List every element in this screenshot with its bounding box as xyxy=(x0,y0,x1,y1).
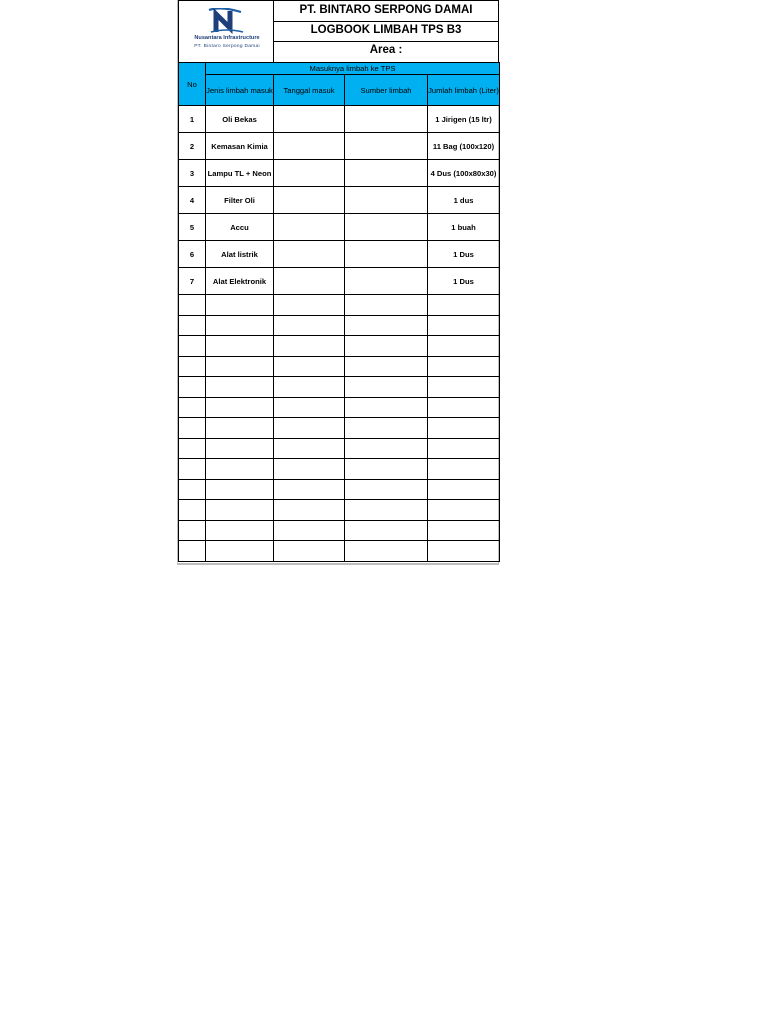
cell-no: 6 xyxy=(179,241,206,268)
empty-cell-jenis[interactable] xyxy=(206,397,274,418)
empty-cell-sumber[interactable] xyxy=(345,336,428,357)
empty-cell-tanggal[interactable] xyxy=(274,377,345,398)
cell-jumlah: 1 Dus xyxy=(428,268,500,295)
empty-row xyxy=(179,479,500,500)
title-divider xyxy=(274,41,498,42)
logo-name: Nusantara Infrastructure xyxy=(194,35,260,41)
table-body xyxy=(179,106,500,562)
waste-log-table xyxy=(178,62,500,562)
empty-cell-sumber[interactable] xyxy=(345,397,428,418)
cell-no: 2 xyxy=(179,133,206,160)
empty-cell-jumlah[interactable] xyxy=(428,356,500,377)
empty-cell-tanggal[interactable] xyxy=(274,479,345,500)
cell-jumlah: 11 Bag (100x120) xyxy=(428,133,500,160)
cell-jumlah: 4 Dus (100x80x30) xyxy=(428,160,500,187)
nusantara-logo-icon xyxy=(207,8,247,34)
empty-cell-tanggal[interactable] xyxy=(274,295,345,316)
empty-cell-jumlah[interactable] xyxy=(428,295,500,316)
cell-sumber[interactable] xyxy=(345,133,428,160)
cell-no: 1 xyxy=(179,106,206,133)
table-row xyxy=(179,241,500,268)
cell-tanggal[interactable] xyxy=(274,241,345,268)
column-header-jumlah: Jumlah limbah (Liter) xyxy=(428,75,500,106)
table-row xyxy=(179,187,500,214)
empty-row xyxy=(179,500,500,521)
cell-tanggal[interactable] xyxy=(274,160,345,187)
empty-cell-tanggal[interactable] xyxy=(274,356,345,377)
empty-cell-jumlah[interactable] xyxy=(428,541,500,562)
empty-cell-jenis[interactable] xyxy=(206,418,274,439)
empty-row xyxy=(179,295,500,316)
cell-sumber[interactable] xyxy=(345,106,428,133)
table-row xyxy=(179,133,500,160)
empty-cell-no[interactable] xyxy=(179,295,206,316)
empty-cell-jumlah[interactable] xyxy=(428,377,500,398)
company-logo xyxy=(178,0,274,62)
empty-cell-jumlah[interactable] xyxy=(428,397,500,418)
empty-row xyxy=(179,397,500,418)
cell-tanggal[interactable] xyxy=(274,214,345,241)
empty-cell-no[interactable] xyxy=(179,520,206,541)
empty-cell-tanggal[interactable] xyxy=(274,438,345,459)
cell-jenis: Filter Oli xyxy=(206,187,274,214)
empty-cell-sumber[interactable] xyxy=(345,356,428,377)
cell-no: 5 xyxy=(179,214,206,241)
cell-jenis: Accu xyxy=(206,214,274,241)
table-row xyxy=(179,106,500,133)
empty-cell-jumlah[interactable] xyxy=(428,459,500,480)
empty-cell-jumlah[interactable] xyxy=(428,500,500,521)
empty-cell-sumber[interactable] xyxy=(345,418,428,439)
empty-cell-jumlah[interactable] xyxy=(428,315,500,336)
cell-no: 3 xyxy=(179,160,206,187)
table-row xyxy=(179,268,500,295)
company-name: PT. BINTARO SERPONG DAMAI xyxy=(299,4,473,16)
title-divider xyxy=(274,21,498,22)
empty-row xyxy=(179,315,500,336)
empty-cell-sumber[interactable] xyxy=(345,377,428,398)
empty-cell-jumlah[interactable] xyxy=(428,479,500,500)
empty-cell-no[interactable] xyxy=(179,500,206,521)
cell-sumber[interactable] xyxy=(345,214,428,241)
cell-no: 4 xyxy=(179,187,206,214)
empty-cell-no[interactable] xyxy=(179,377,206,398)
column-header-jenis: Jenis limbah masuk xyxy=(206,75,274,106)
cell-tanggal[interactable] xyxy=(274,133,345,160)
column-header-sumber: Sumber limbah xyxy=(345,75,428,106)
empty-cell-sumber[interactable] xyxy=(345,295,428,316)
cell-jumlah: 1 buah xyxy=(428,214,500,241)
empty-cell-tanggal[interactable] xyxy=(274,397,345,418)
logo-subtitle: PT. Bintaro Serpong Damai xyxy=(194,44,260,49)
cell-tanggal[interactable] xyxy=(274,106,345,133)
cell-jenis: Alat Elektronik xyxy=(206,268,274,295)
table-row xyxy=(179,160,500,187)
empty-cell-tanggal[interactable] xyxy=(274,418,345,439)
empty-row xyxy=(179,418,500,439)
empty-cell-no[interactable] xyxy=(179,438,206,459)
cell-jumlah: 1 dus xyxy=(428,187,500,214)
cell-jumlah: 1 Dus xyxy=(428,241,500,268)
group-header: Masuknya limbah ke TPS xyxy=(206,63,500,75)
empty-cell-jenis[interactable] xyxy=(206,295,274,316)
table-row xyxy=(179,214,500,241)
empty-cell-sumber[interactable] xyxy=(345,541,428,562)
empty-cell-sumber[interactable] xyxy=(345,459,428,480)
empty-cell-jenis[interactable] xyxy=(206,315,274,336)
empty-cell-jumlah[interactable] xyxy=(428,418,500,439)
empty-cell-jenis[interactable] xyxy=(206,438,274,459)
empty-cell-no[interactable] xyxy=(179,418,206,439)
empty-cell-jumlah[interactable] xyxy=(428,336,500,357)
empty-cell-jenis[interactable] xyxy=(206,500,274,521)
cell-jenis: Kemasan Kimia xyxy=(206,133,274,160)
empty-cell-sumber[interactable] xyxy=(345,520,428,541)
empty-cell-sumber[interactable] xyxy=(345,479,428,500)
empty-cell-no[interactable] xyxy=(179,356,206,377)
empty-cell-jenis[interactable] xyxy=(206,377,274,398)
empty-cell-no[interactable] xyxy=(179,541,206,562)
empty-cell-tanggal[interactable] xyxy=(274,520,345,541)
empty-cell-tanggal[interactable] xyxy=(274,541,345,562)
logbook-header xyxy=(178,0,499,62)
empty-cell-jenis[interactable] xyxy=(206,520,274,541)
column-header-no: No xyxy=(179,63,206,106)
empty-cell-no[interactable] xyxy=(179,336,206,357)
empty-row xyxy=(179,438,500,459)
empty-row xyxy=(179,336,500,357)
empty-row xyxy=(179,356,500,377)
empty-cell-jenis[interactable] xyxy=(206,356,274,377)
column-header-tanggal: Tanggal masuk xyxy=(274,75,345,106)
cell-jenis: Lampu TL + Neon xyxy=(206,160,274,187)
empty-row xyxy=(179,377,500,398)
empty-row xyxy=(179,520,500,541)
empty-cell-jumlah[interactable] xyxy=(428,520,500,541)
cell-sumber[interactable] xyxy=(345,160,428,187)
cell-jenis: Alat listrik xyxy=(206,241,274,268)
cell-tanggal[interactable] xyxy=(274,187,345,214)
cell-jenis: Oli Bekas xyxy=(206,106,274,133)
empty-cell-no[interactable] xyxy=(179,315,206,336)
logbook-title: LOGBOOK LIMBAH TPS B3 xyxy=(310,24,462,36)
empty-cell-jenis[interactable] xyxy=(206,459,274,480)
logbook-sheet xyxy=(177,0,499,565)
cell-sumber[interactable] xyxy=(345,241,428,268)
empty-cell-jenis[interactable] xyxy=(206,479,274,500)
empty-cell-no[interactable] xyxy=(179,397,206,418)
empty-cell-sumber[interactable] xyxy=(345,438,428,459)
empty-cell-jenis[interactable] xyxy=(206,336,274,357)
area-label: Area : xyxy=(369,44,403,56)
empty-cell-tanggal[interactable] xyxy=(274,336,345,357)
cell-no: 7 xyxy=(179,268,206,295)
empty-row xyxy=(179,541,500,562)
empty-cell-no[interactable] xyxy=(179,459,206,480)
empty-cell-tanggal[interactable] xyxy=(274,315,345,336)
empty-cell-jenis[interactable] xyxy=(206,541,274,562)
cell-tanggal[interactable] xyxy=(274,268,345,295)
empty-cell-no[interactable] xyxy=(179,479,206,500)
empty-cell-tanggal[interactable] xyxy=(274,500,345,521)
empty-cell-jumlah[interactable] xyxy=(428,438,500,459)
empty-row xyxy=(179,459,500,480)
empty-cell-sumber[interactable] xyxy=(345,315,428,336)
empty-cell-sumber[interactable] xyxy=(345,500,428,521)
cell-jumlah: 1 Jirigen (15 ltr) xyxy=(428,106,500,133)
cell-sumber[interactable] xyxy=(345,187,428,214)
title-block xyxy=(274,0,499,62)
empty-cell-tanggal[interactable] xyxy=(274,459,345,480)
cell-sumber[interactable] xyxy=(345,268,428,295)
